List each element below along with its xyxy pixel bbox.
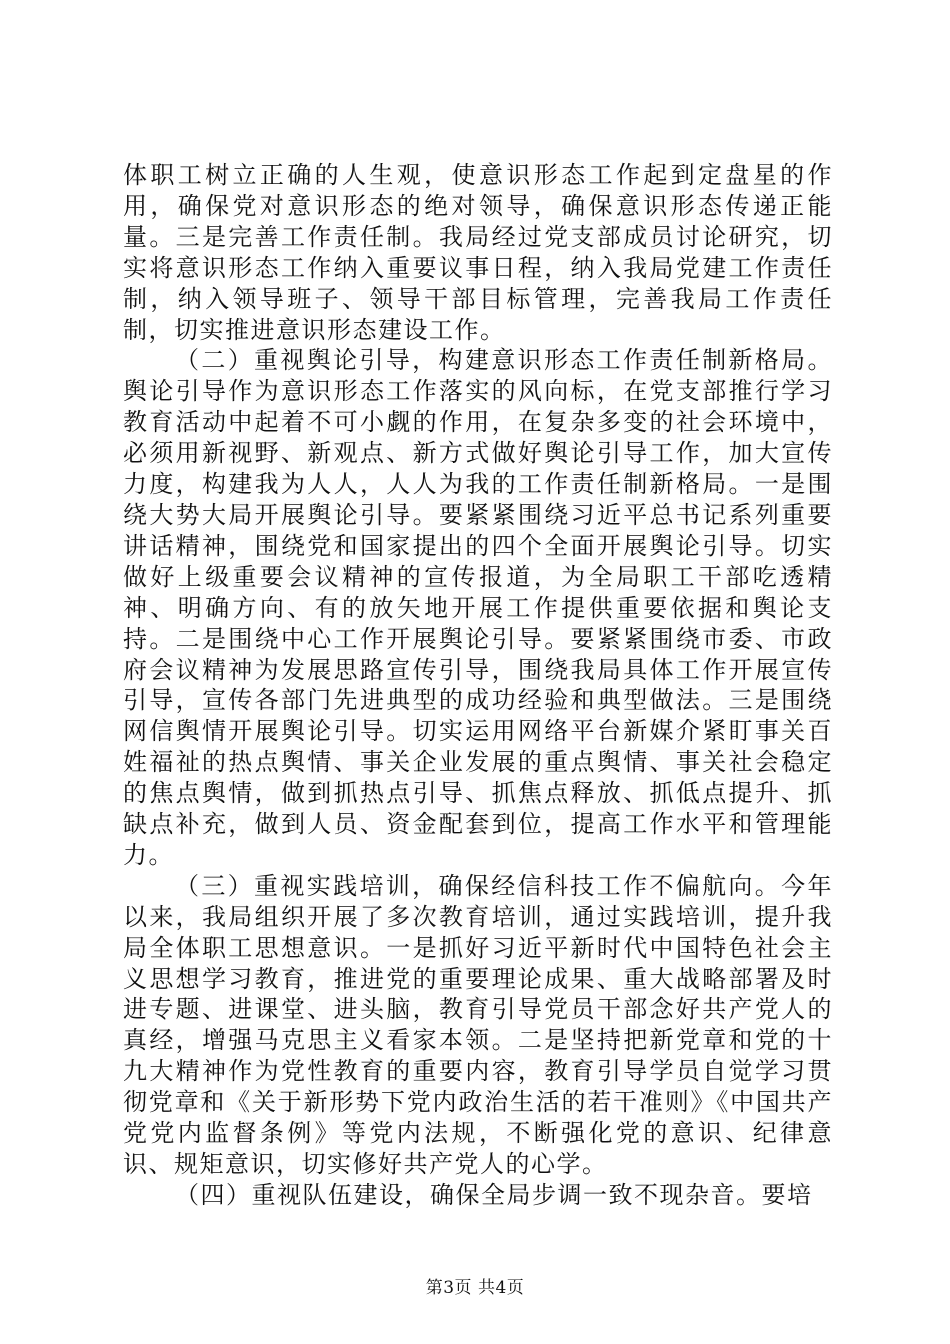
page-number-footer: 第3页 共4页 — [425, 1278, 525, 1298]
paragraph-section-3: （三）重视实践培训，确保经信科技工作不偏航向。今年以来，我局组织开展了多次教育培训，通过实践培训，提升我局全体职工思想意识。一是抓好习近平新时代中国特色社会主义思想学习教育，推进党的重要理论成果、重大战略部署及时进专题、进课堂、进头脑，教育引导党员干部念好共产党人的真经，增强马克思主义看家本领。二是坚持把新党章和党的十九大精神作为党性教育的重要内容，教育引导学员自觉学习贯彻党章和《关于新形势下党内政治生活的若干准则》《中国共产党党内监督条例》等党内法规，不断强化党的意识、纪律意识、规矩意识，切实修好共产党人的心学。 — [123, 871, 833, 1178]
paragraph-section-4: （四）重视队伍建设，确保全局步调一致不现杂音。要培 — [175, 1180, 813, 1209]
document-body — [123, 160, 833, 1211]
paragraph-continuation: 体职工树立正确的人生观，使意识形态工作起到定盘星的作用，确保党对意识形态的绝对领导，确保意识形态传递正能量。三是完善工作责任制。我局经过党支部成员讨论研究，切实将意识形态工作纳入重要议事日程，纳入我局党建工作责任制，纳入领导班子、领导干部目标管理，完善我局工作责任制，切实推进意识形态建设工作。 — [123, 161, 833, 344]
paragraph-section-2: （二）重视舆论引导，构建意识形态工作责任制新格局。舆论引导作为意识形态工作落实的风向标，在党支部推行学习教育活动中起着不可小觑的作用，在复杂多变的社会环境中，必须用新视野、新观点、新方式做好舆论引导工作，加大宣传力度，构建我为人人，人人为我的工作责任制新格局。一是围绕大势大局开展舆论引导。要紧紧围绕习近平总书记系列重要讲话精神，围绕党和国家提出的四个全面开展舆论引导。切实做好上级重要会议精神的宣传报道，为全局职工干部吃透精神、明确方向、有的放矢地开展工作提供重要依据和舆论支持。二是围绕中心工作开展舆论引导。要紧紧围绕市委、市政府会议精神为发展思路宣传引导，围绕我局具体工作开展宣传引导，宣传各部门先进典型的成功经验和典型做法。三是围绕网信舆情开展舆论引导。切实运用网络平台新媒介紧盯事关百姓福祉的热点舆情、事关企业发展的重点舆情、事关社会稳定的焦点舆情，做到抓热点引导、抓焦点释放、抓低点提升、抓缺点补充，做到人员、资金配套到位，提高工作水平和管理能力。 — [123, 346, 833, 869]
